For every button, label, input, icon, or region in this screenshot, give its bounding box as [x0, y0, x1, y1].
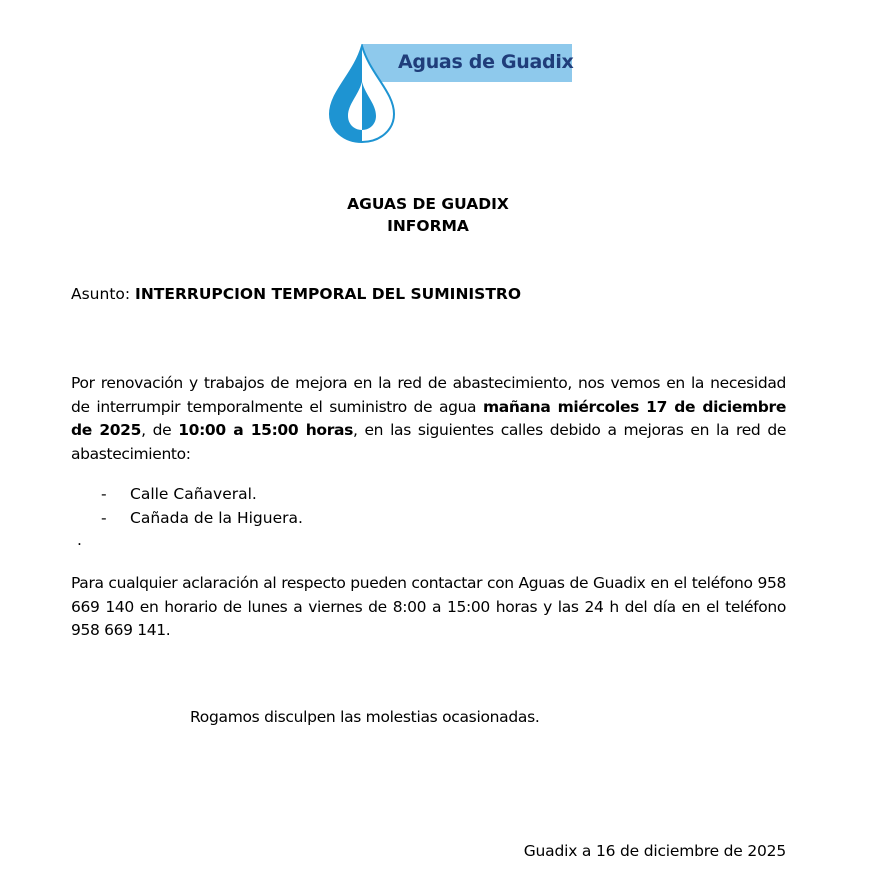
streets-list	[101, 483, 303, 530]
place-date: Guadix a 16 de diciembre de 2025	[523, 842, 786, 860]
stray-dot: .	[77, 531, 82, 549]
contact-paragraph: Para cualquier aclaración al respecto pueden contactar con Aguas de Guadix en el teléfono 958 669 140 en horario de lunes a viernes de 8:00 a 15:00 horas y las 24 h del día en el teléfono 958 669 141.	[71, 574, 786, 639]
notice-hours: 10:00 a 15:00 horas	[178, 421, 353, 439]
list-bullet: -	[101, 485, 107, 503]
notice-text-c: , de	[141, 421, 179, 439]
header-subtitle: INFORMA	[387, 217, 469, 235]
notice-text-e: , en las siguientes calles debido a mejoras en la red de abastecimiento:	[71, 421, 787, 463]
subject-line	[71, 285, 521, 303]
aguas-de-guadix-logo	[328, 44, 572, 144]
street-name: Cañada de la Higuera.	[130, 508, 303, 527]
subject-value: INTERRUPCION TEMPORAL DEL SUMINISTRO	[135, 285, 522, 303]
list-item	[101, 483, 303, 507]
header-title: AGUAS DE GUADIX	[347, 195, 509, 213]
notice-date: mañana miércoles 17 de diciembre de 2025	[71, 397, 786, 439]
list-bullet: -	[101, 508, 107, 527]
list-item	[101, 507, 303, 531]
closing-text: Rogamos disculpen las molestias ocasionadas.	[190, 708, 540, 726]
notice-paragraph	[71, 372, 786, 466]
logo-text: Aguas de Guadix	[398, 51, 574, 73]
street-name: Calle Cañaveral.	[130, 485, 257, 503]
notice-text-a: Por renovación y trabajos de mejora en la red de abastecimiento, nos vemos en la necesidad de interrumpir temporalmente el suministro de agua	[71, 374, 786, 416]
water-drop-icon	[328, 44, 408, 144]
subject-label: Asunto:	[71, 285, 131, 303]
